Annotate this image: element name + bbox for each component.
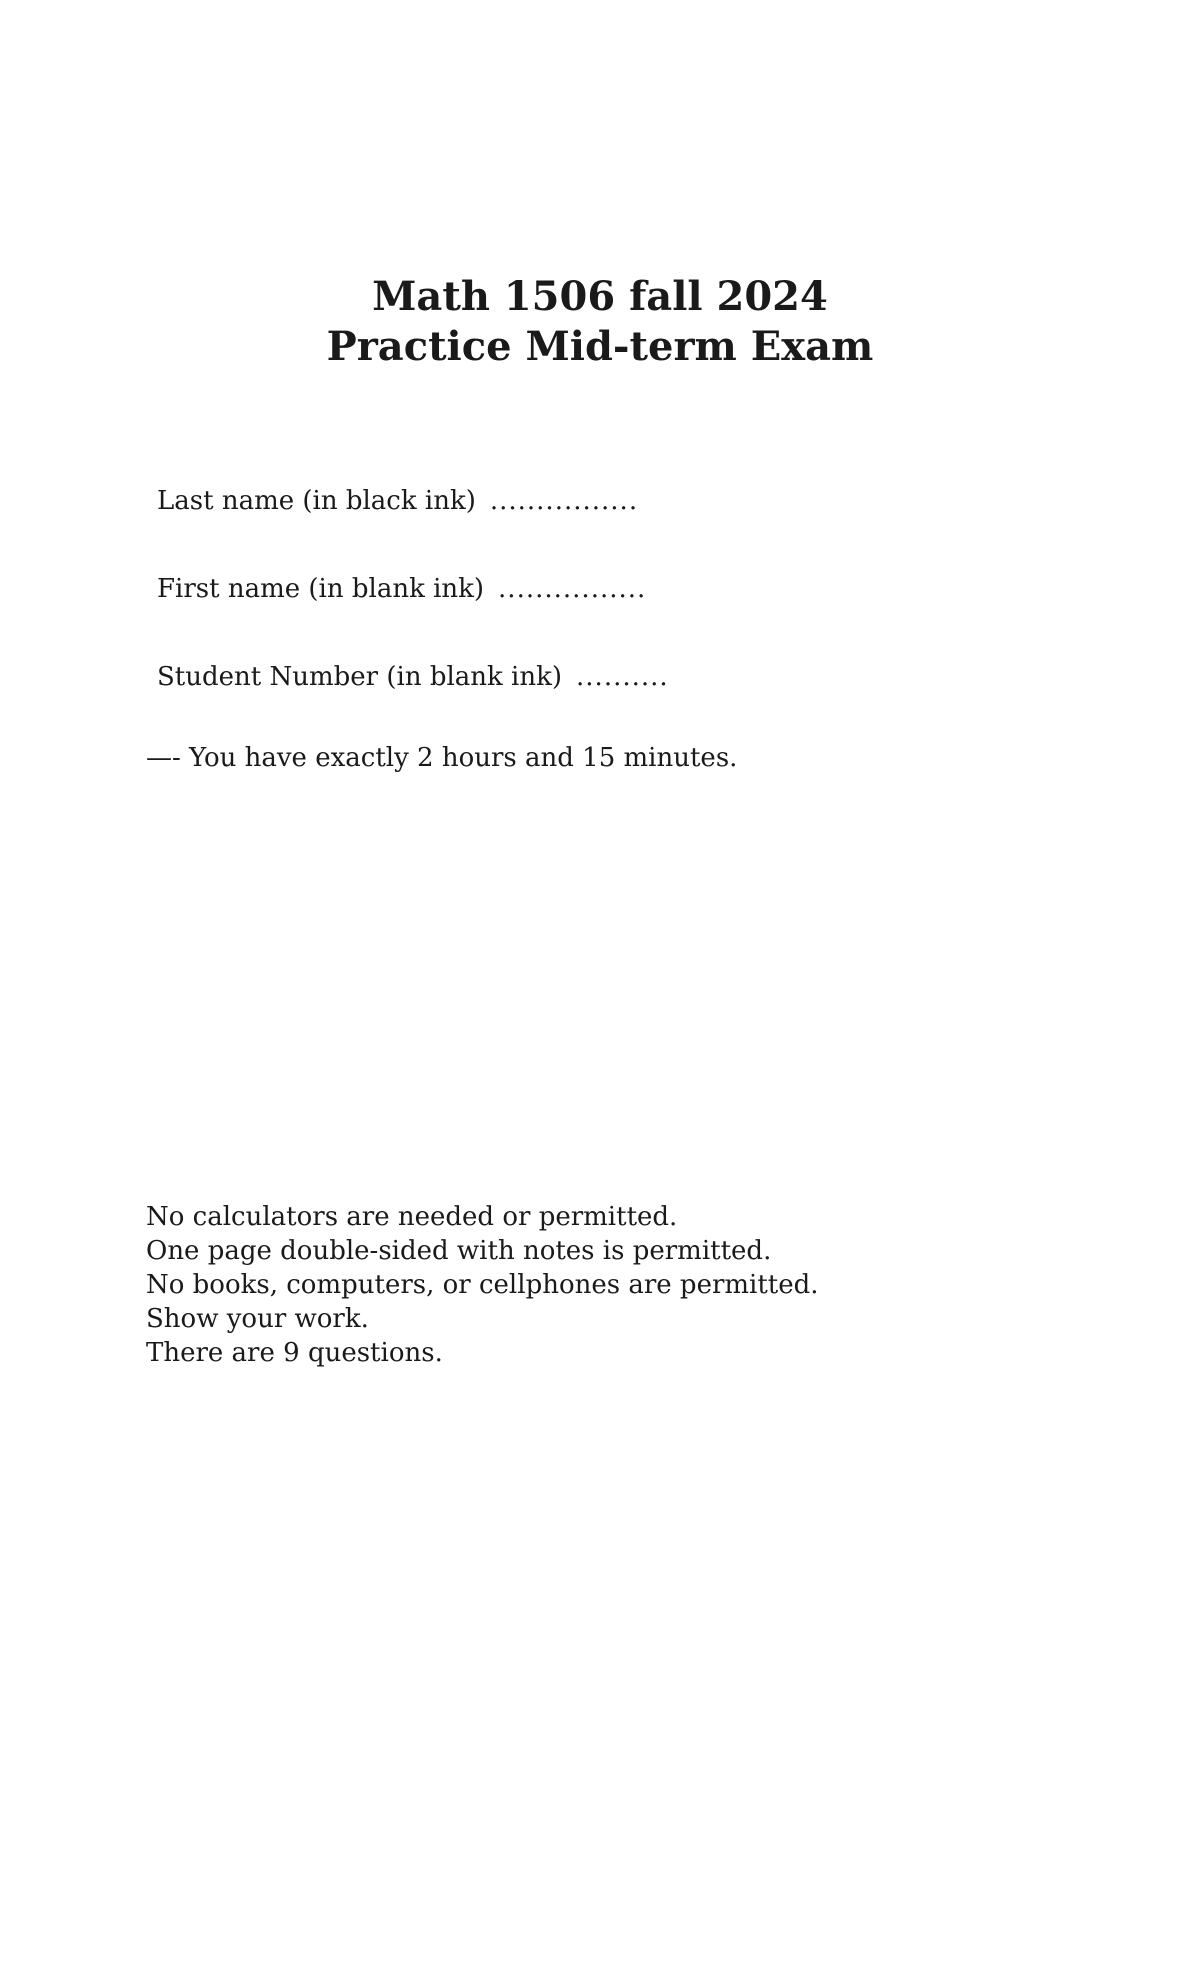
last-name-label: Last name (in black ink): [157, 486, 476, 516]
last-name-field: [157, 484, 638, 518]
rule-show-work: Show your work.: [146, 1304, 369, 1334]
student-number-blank: ..........: [576, 662, 669, 692]
rule-devices: No books, computers, or cellphones are permitted.: [146, 1270, 819, 1300]
time-limit-note: —- You have exactly 2 hours and 15 minutes.: [146, 743, 738, 773]
exam-header: [0, 272, 1200, 372]
first-name-field: [157, 572, 646, 606]
exam-title: Practice Mid-term Exam: [326, 323, 874, 370]
rule-notes: One page double-sided with notes is permitted.: [146, 1236, 772, 1266]
rule-calculators: No calculators are needed or permitted.: [146, 1202, 678, 1232]
course-title: Math 1506 fall 2024: [372, 273, 828, 320]
first-name-label: First name (in blank ink): [157, 574, 485, 604]
student-number-field: [157, 660, 669, 694]
exam-rules: [146, 1200, 819, 1370]
last-name-blank: ................: [489, 486, 639, 516]
first-name-blank: ................: [498, 574, 647, 604]
rule-question-count: There are 9 questions.: [146, 1338, 443, 1368]
student-number-label: Student Number (in blank ink): [157, 662, 563, 692]
